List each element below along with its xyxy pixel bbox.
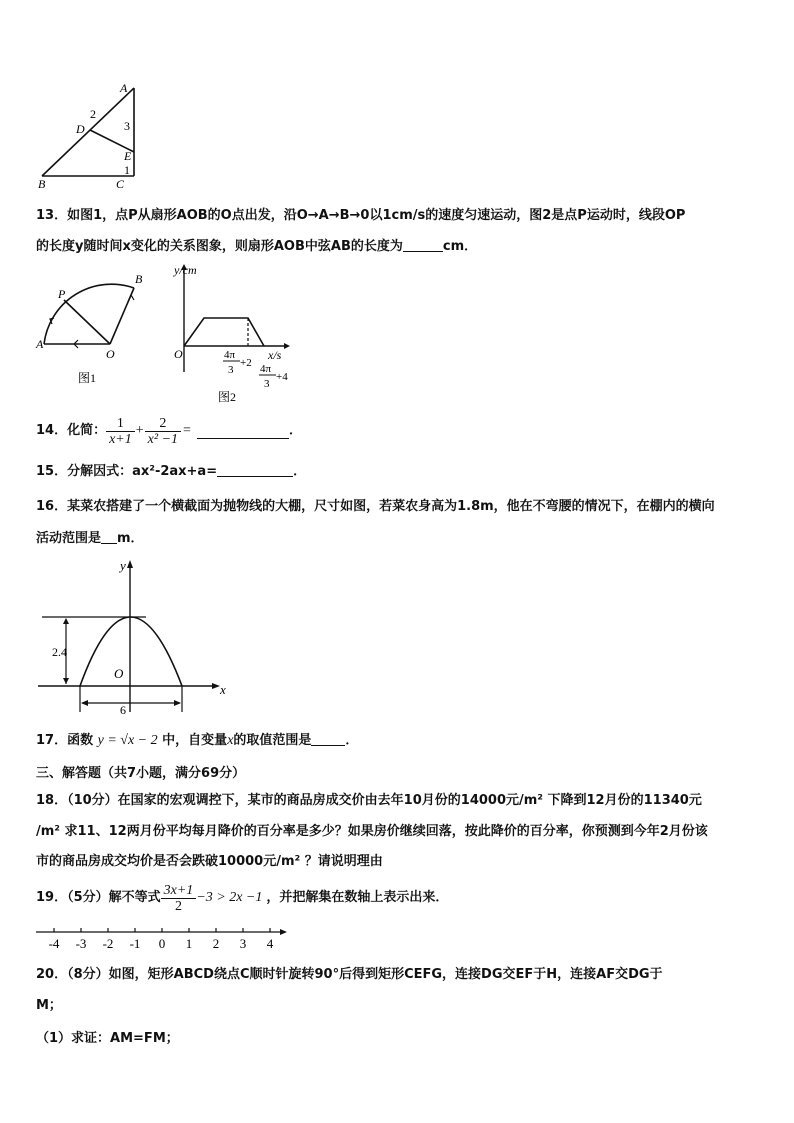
- label-e: E: [124, 149, 132, 163]
- q14-fraction-2: [145, 416, 181, 447]
- fig2-tick2-suffix: +4: [276, 371, 288, 383]
- q16-line2: [36, 529, 144, 549]
- q15-suffix: ．: [293, 464, 307, 479]
- q13-line2-unit: cm．: [442, 239, 478, 254]
- q18-line2: /m² 求11、12两月份平均每月降价的百分率是多少？如果房价继续回落，按此降价的百分率，你预测到今年2月份该: [36, 824, 708, 839]
- q16-width-label: 6: [120, 703, 126, 717]
- number-line-tick-label: 2: [212, 936, 220, 951]
- number-line-tick-label: 3: [239, 936, 247, 951]
- q19-numerator: 3x+1: [161, 883, 197, 899]
- q14-f2-den: x² −1: [147, 431, 179, 447]
- fig2-tick1-suffix: +2: [240, 357, 252, 369]
- label-length-2: 2: [90, 107, 96, 121]
- q14-plus: +: [135, 423, 144, 438]
- q19-suffix: ，并把解集在数轴上表示出来．: [266, 890, 449, 905]
- q16-x-label: x: [220, 682, 226, 697]
- label-a: A: [120, 81, 128, 95]
- section3-title: 三、解答题（共7小题，满分69分）: [36, 766, 246, 781]
- number-line-tick-label: -3: [75, 936, 87, 951]
- q20-line1: 20．（8分）如图，矩形ABCD绕点C顺时针旋转90°后得到矩形CEFG，连接DG交EF于H，连接AF交DG于: [36, 967, 663, 982]
- q16-height-label: 2.4: [52, 645, 67, 659]
- q14-f1-den: x+1: [109, 431, 132, 447]
- label-length-1: 1: [124, 163, 130, 177]
- fig2-caption: 图2: [218, 390, 237, 404]
- fig1-label-b: B: [135, 272, 143, 286]
- q18-line3: 市的商品房成交均价是否会跌破10000元/m² ？请说明理由: [36, 854, 383, 869]
- q14-fraction-1: [106, 416, 135, 447]
- q20-line2: M；: [36, 998, 62, 1013]
- fig2-y-axis-label: y/cm: [174, 263, 197, 277]
- q19-inequality-rest: −3 > 2x −1: [196, 890, 263, 905]
- q14-prefix: 14．化简：: [36, 423, 107, 438]
- q19-fraction: [161, 883, 197, 914]
- q17-answer-blank[interactable]: [311, 731, 345, 746]
- fig2-tick2-den: 3: [264, 378, 270, 390]
- q13-line2-text: 的长度y随时间x变化的关系图象，则扇形AOB中弦AB的长度为: [36, 239, 403, 254]
- fig2-tick2-num: 4π: [260, 363, 272, 375]
- q15-answer-blank[interactable]: [217, 462, 293, 477]
- number-line: [34, 922, 294, 952]
- fig1-label-a: A: [36, 337, 44, 351]
- q17: [36, 731, 358, 751]
- q16-origin-label: O: [114, 666, 124, 681]
- q13-figure-1: [34, 266, 154, 390]
- q13-answer-blank[interactable]: [403, 237, 443, 252]
- triangle-figure: [34, 80, 144, 192]
- q17-suffix-text: 的取值范围是: [233, 733, 312, 748]
- fig1-caption: 图1: [78, 371, 97, 385]
- fig2-tick1-num: 4π: [224, 349, 236, 361]
- q14-f2-num: 2: [145, 416, 181, 432]
- q19-prefix: 19．（5分）解不等式: [36, 890, 161, 905]
- number-line-tick-label: 4: [266, 936, 274, 951]
- q17-end: ．: [345, 733, 359, 748]
- q17-variable: x: [227, 733, 234, 748]
- q14-equals: =: [183, 423, 191, 438]
- q17-function: y = √x − 2: [97, 733, 158, 748]
- q17-middle: 中，自变量: [162, 733, 228, 748]
- number-line-tick-label: -2: [102, 936, 114, 951]
- q19: [36, 878, 448, 918]
- q14-f1-num: 1: [106, 416, 135, 432]
- q13-figure-2: [156, 262, 302, 404]
- q15-text: 15．分解因式：ax²-2ax+a=: [36, 464, 218, 479]
- fig1-label-p: P: [58, 287, 66, 301]
- label-c: C: [116, 177, 125, 191]
- q16-answer-blank[interactable]: [101, 529, 117, 544]
- fig2-x-axis-label: x/s: [268, 348, 282, 362]
- label-d: D: [76, 122, 85, 136]
- q14-suffix: ．: [288, 423, 302, 438]
- q13-line2: [36, 237, 477, 257]
- fig2-origin-label: O: [174, 347, 183, 361]
- label-length-3: 3: [124, 119, 130, 133]
- q14: [36, 411, 302, 451]
- q16-parabola-figure: [34, 556, 234, 716]
- q13-line1: 13．如图1，点P从扇形AOB的O点出发，沿O→A→B→0以1cm/s的速度匀速运动，图2是点P运动时，线段OP: [36, 208, 686, 223]
- q16-y-label: y: [120, 558, 126, 573]
- number-line-tick-label: 1: [185, 936, 193, 951]
- q20-sub1: （1）求证：AM=FM；: [36, 1031, 179, 1046]
- q18-line1: 18．（10分）在国家的宏观调控下，某市的商品房成交价由去年10月份的14000元/m² 下降到12月份的11340元: [36, 793, 702, 808]
- q19-denominator: 2: [174, 898, 182, 914]
- fig1-label-o: O: [106, 347, 115, 361]
- q16-line1: 16．某菜农搭建了一个横截面为抛物线的大棚，尺寸如图，若菜农身高为1.8m，他在不弯腰的情况下，在棚内的横向: [36, 499, 715, 514]
- q16-line2-text: 活动范围是: [36, 531, 102, 546]
- q17-prefix: 17．函数: [36, 733, 94, 748]
- q16-line2-unit: m．: [117, 531, 144, 546]
- q14-answer-blank[interactable]: [197, 424, 289, 439]
- number-line-tick-label: 0: [158, 936, 166, 951]
- q15: [36, 462, 306, 482]
- fig2-tick1-den: 3: [228, 364, 234, 376]
- number-line-tick-label: -4: [48, 936, 60, 951]
- number-line-tick-label: -1: [129, 936, 141, 951]
- label-b: B: [38, 177, 46, 191]
